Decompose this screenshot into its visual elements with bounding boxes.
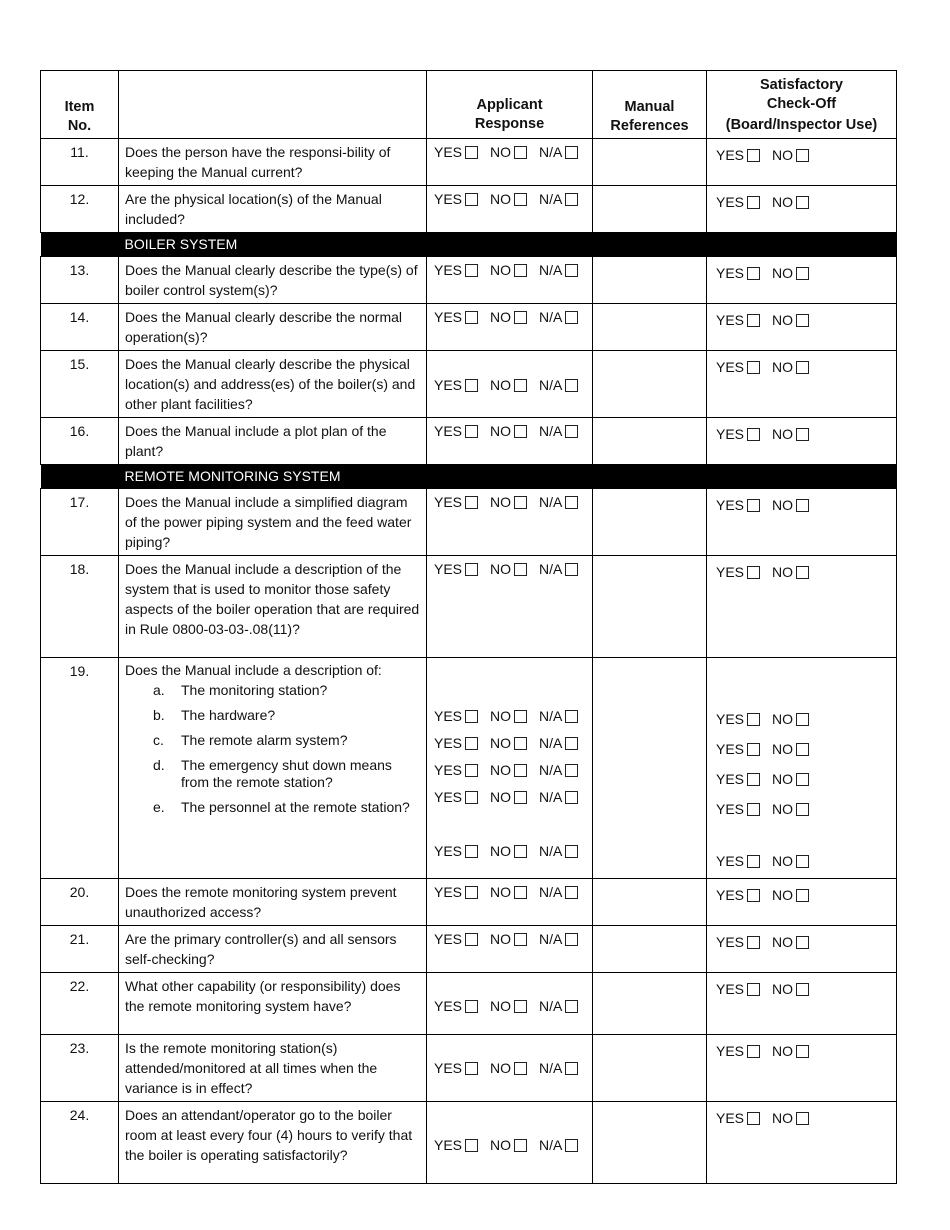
question-text: Does the Manual include a description of the system that is used to monitor those safety aspects of the boiler operation that are required in Rule 0800-03-03-.08(11)? (125, 561, 420, 637)
applicant-response-cell (427, 351, 593, 418)
item-15-check-no-checkbox[interactable] (796, 361, 809, 374)
item-19a-no-checkbox[interactable] (514, 710, 527, 723)
manual-references-cell[interactable] (593, 139, 707, 186)
item-19e-yes-checkbox[interactable] (465, 845, 478, 858)
item-17-check-yes-checkbox[interactable] (747, 499, 760, 512)
question-text: Does the remote monitoring system prevent unauthorized access? (125, 884, 397, 920)
table-row (41, 1102, 897, 1184)
item-18-checkoff-options: YES NO (716, 562, 890, 582)
question-text: Does the Manual include a simplified diagram of the power piping system and the feed water piping? (125, 494, 412, 550)
item-12-checkoff-options: YES NO (716, 192, 890, 212)
item-13-na-checkbox[interactable] (565, 264, 578, 277)
item-12-yes-checkbox[interactable] (465, 193, 478, 206)
satisfactory-checkoff-cell (707, 257, 897, 304)
question-text: Are the primary controller(s) and all sensors self-checking? (125, 931, 397, 967)
item-12-no-checkbox[interactable] (514, 193, 527, 206)
applicant-response-cell (427, 1102, 593, 1184)
item-19a-check-yes-checkbox[interactable] (747, 713, 760, 726)
item-23-na-checkbox[interactable] (565, 1062, 578, 1075)
item-19a-response-options: YES NO N/A (434, 703, 586, 730)
item-18-no-checkbox[interactable] (514, 563, 527, 576)
item-22-check-yes-checkbox[interactable] (747, 983, 760, 996)
section-remote-monitoring: REMOTE MONITORING SYSTEM (119, 465, 897, 489)
question-cell (119, 973, 427, 1035)
item-number: 14. (41, 304, 119, 351)
item-20-checkoff-options: YES NO (716, 885, 890, 905)
applicant-response-cell (427, 418, 593, 465)
item-15-yes-checkbox[interactable] (465, 379, 478, 392)
table-row (41, 973, 897, 1035)
question-cell (119, 139, 427, 186)
table-row (41, 658, 897, 879)
item-20-check-yes-checkbox[interactable] (747, 889, 760, 902)
item-19b-check-no-checkbox[interactable] (796, 743, 809, 756)
satisfactory-checkoff-cell (707, 304, 897, 351)
checklist-table (40, 70, 897, 1184)
table-row (41, 257, 897, 304)
item-12-na-checkbox[interactable] (565, 193, 578, 206)
item-19a-check-no-checkbox[interactable] (796, 713, 809, 726)
item-19a-checkoff-options: YES NO (716, 706, 890, 733)
item-number: 18. (41, 556, 119, 658)
item-11-response-options: YES NO N/A (434, 144, 578, 160)
question-cell (119, 1102, 427, 1184)
item-21-na-checkbox[interactable] (565, 933, 578, 946)
item-11-na-checkbox[interactable] (565, 146, 578, 159)
item-15-na-checkbox[interactable] (565, 379, 578, 392)
item-17-checkoff-options: YES NO (716, 495, 890, 515)
question-text: Is the remote monitoring station(s) attended/monitored at all times when the variance is in effect? (125, 1040, 378, 1096)
question-text: Are the physical location(s) of the Manual included? (125, 191, 382, 227)
item-number: 17. (41, 489, 119, 556)
item-20-yes-checkbox[interactable] (465, 886, 478, 899)
question-cell (119, 556, 427, 658)
item-14-response-options: YES NO N/A (434, 309, 578, 325)
item-23-check-yes-checkbox[interactable] (747, 1045, 760, 1058)
item-19d-na-checkbox[interactable] (565, 791, 578, 804)
manual-references-cell[interactable] (593, 973, 707, 1035)
applicant-response-cell (427, 973, 593, 1035)
item-19a-na-checkbox[interactable] (565, 710, 578, 723)
item-13-no-checkbox[interactable] (514, 264, 527, 277)
satisfactory-checkoff-cell (707, 139, 897, 186)
question-text: Does the Manual clearly describe the type(s) of boiler control system(s)? (125, 262, 418, 298)
item-24-check-no-checkbox[interactable] (796, 1112, 809, 1125)
item-15-no-checkbox[interactable] (514, 379, 527, 392)
question-text: What other capability (or responsibility) does the remote monitoring system have? (125, 978, 401, 1014)
sub-question: a. The monitoring station? (153, 682, 328, 698)
item-14-yes-checkbox[interactable] (465, 311, 478, 324)
table-row (41, 879, 897, 926)
manual-references-cell[interactable] (593, 658, 707, 879)
item-16-response-options: YES NO N/A (434, 423, 578, 439)
item-16-no-checkbox[interactable] (514, 425, 527, 438)
item-21-check-yes-checkbox[interactable] (747, 936, 760, 949)
item-13-response-options: YES NO N/A (434, 262, 578, 278)
item-20-response-options: YES NO N/A (434, 884, 578, 900)
item-15-check-yes-checkbox[interactable] (747, 361, 760, 374)
satisfactory-checkoff-cell (707, 658, 897, 879)
item-19e-check-yes-checkbox[interactable] (747, 855, 760, 868)
item-16-checkoff-options: YES NO (716, 424, 890, 444)
item-number: 12. (41, 186, 119, 233)
item-24-response-options: YES NO N/A (434, 1137, 578, 1153)
question-text: Does the Manual include a plot plan of the plant? (125, 423, 387, 459)
question-cell (119, 351, 427, 418)
question-text: Does an attendant/operator go to the boiler room at least every four (4) hours to verify that the boiler is operating satisfactorily? (125, 1107, 413, 1163)
item-19e-response-options: YES NO N/A (434, 838, 586, 865)
table-row (41, 186, 897, 233)
manual-references-cell[interactable] (593, 418, 707, 465)
item-14-checkoff-options: YES NO (716, 310, 890, 330)
item-24-no-checkbox[interactable] (514, 1139, 527, 1152)
item-number: 19. (41, 658, 119, 879)
item-19d-checkoff-options: YES NO (716, 796, 890, 823)
item-11-check-no-checkbox[interactable] (796, 149, 809, 162)
item-19b-yes-checkbox[interactable] (465, 737, 478, 750)
question-cell (119, 304, 427, 351)
item-18-na-checkbox[interactable] (565, 563, 578, 576)
item-19e-na-checkbox[interactable] (565, 845, 578, 858)
item-14-check-no-checkbox[interactable] (796, 314, 809, 327)
satisfactory-checkoff-cell (707, 926, 897, 973)
item-22-response-options: YES NO N/A (434, 998, 578, 1014)
item-23-checkoff-options: YES NO (716, 1041, 890, 1061)
applicant-response-cell (427, 186, 593, 233)
applicant-response-cell (427, 304, 593, 351)
table-row (41, 556, 897, 658)
table-row (41, 418, 897, 465)
satisfactory-checkoff-cell (707, 556, 897, 658)
applicant-response-cell (427, 489, 593, 556)
item-number: 16. (41, 418, 119, 465)
item-16-check-no-checkbox[interactable] (796, 428, 809, 441)
header-question (119, 71, 427, 139)
item-22-no-checkbox[interactable] (514, 1000, 527, 1013)
item-23-response-options: YES NO N/A (434, 1060, 578, 1076)
satisfactory-checkoff-cell (707, 1102, 897, 1184)
item-12-check-yes-checkbox[interactable] (747, 196, 760, 209)
header-applicant-response: Applicant Response (427, 71, 593, 139)
item-19a-yes-checkbox[interactable] (465, 710, 478, 723)
item-19b-response-options: YES NO N/A (434, 730, 586, 757)
satisfactory-checkoff-cell (707, 418, 897, 465)
manual-references-cell[interactable] (593, 1102, 707, 1184)
item-19c-check-yes-checkbox[interactable] (747, 773, 760, 786)
item-17-check-no-checkbox[interactable] (796, 499, 809, 512)
item-20-na-checkbox[interactable] (565, 886, 578, 899)
manual-references-cell[interactable] (593, 1035, 707, 1102)
item-18-check-yes-checkbox[interactable] (747, 566, 760, 579)
item-19b-na-checkbox[interactable] (565, 737, 578, 750)
sub-question: c. The remote alarm system? (153, 732, 348, 748)
applicant-response-cell (427, 658, 593, 879)
section-remote-monitoring-spacer (41, 465, 119, 489)
item-11-no-checkbox[interactable] (514, 146, 527, 159)
sub-question: b. The hardware? (153, 707, 276, 723)
question-cell (119, 658, 427, 879)
header-manual-references: Manual References (593, 71, 707, 139)
item-23-no-checkbox[interactable] (514, 1062, 527, 1075)
item-21-check-no-checkbox[interactable] (796, 936, 809, 949)
item-13-check-no-checkbox[interactable] (796, 267, 809, 280)
item-11-yes-checkbox[interactable] (465, 146, 478, 159)
item-18-response-options: YES NO N/A (434, 561, 578, 577)
item-19e-no-checkbox[interactable] (514, 845, 527, 858)
item-16-na-checkbox[interactable] (565, 425, 578, 438)
item-20-no-checkbox[interactable] (514, 886, 527, 899)
item-number: 21. (41, 926, 119, 973)
manual-references-cell[interactable] (593, 556, 707, 658)
item-24-check-yes-checkbox[interactable] (747, 1112, 760, 1125)
question-text: Does the Manual include a description of: (125, 662, 382, 678)
satisfactory-checkoff-cell (707, 186, 897, 233)
item-19b-checkoff-options: YES NO (716, 736, 890, 763)
applicant-response-cell (427, 926, 593, 973)
manual-references-cell[interactable] (593, 351, 707, 418)
item-17-response-options: YES NO N/A (434, 494, 578, 510)
table-row (41, 926, 897, 973)
item-21-no-checkbox[interactable] (514, 933, 527, 946)
item-18-yes-checkbox[interactable] (465, 563, 478, 576)
item-13-checkoff-options: YES NO (716, 263, 890, 283)
item-19d-check-yes-checkbox[interactable] (747, 803, 760, 816)
item-17-no-checkbox[interactable] (514, 496, 527, 509)
question-cell (119, 257, 427, 304)
question-text: Does the Manual clearly describe the normal operation(s)? (125, 309, 403, 345)
item-12-response-options: YES NO N/A (434, 191, 578, 207)
item-24-checkoff-options: YES NO (716, 1108, 890, 1128)
table-row (41, 304, 897, 351)
sub-question: d. The emergency shut down means from the remote station? (153, 757, 392, 790)
item-19c-no-checkbox[interactable] (514, 764, 527, 777)
question-cell (119, 879, 427, 926)
item-22-na-checkbox[interactable] (565, 1000, 578, 1013)
item-23-yes-checkbox[interactable] (465, 1062, 478, 1075)
item-21-yes-checkbox[interactable] (465, 933, 478, 946)
section-boiler-system: BOILER SYSTEM (119, 233, 897, 257)
question-text: Does the Manual clearly describe the physical location(s) and address(es) of the boiler(s) and other plant facilities? (125, 356, 416, 412)
item-19d-no-checkbox[interactable] (514, 791, 527, 804)
manual-references-cell[interactable] (593, 489, 707, 556)
item-19c-yes-checkbox[interactable] (465, 764, 478, 777)
item-16-yes-checkbox[interactable] (465, 425, 478, 438)
item-21-checkoff-options: YES NO (716, 932, 890, 952)
item-15-checkoff-options: YES NO (716, 357, 890, 377)
item-19e-check-no-checkbox[interactable] (796, 855, 809, 868)
table-row (41, 1035, 897, 1102)
item-number: 23. (41, 1035, 119, 1102)
item-22-checkoff-options: YES NO (716, 979, 890, 999)
satisfactory-checkoff-cell (707, 879, 897, 926)
item-number: 22. (41, 973, 119, 1035)
table-row (41, 351, 897, 418)
item-14-check-yes-checkbox[interactable] (747, 314, 760, 327)
item-number: 15. (41, 351, 119, 418)
item-19e-checkoff-options: YES NO (716, 848, 890, 875)
item-22-check-no-checkbox[interactable] (796, 983, 809, 996)
item-19c-na-checkbox[interactable] (565, 764, 578, 777)
item-12-check-no-checkbox[interactable] (796, 196, 809, 209)
item-15-response-options: YES NO N/A (434, 377, 578, 393)
question-cell (119, 418, 427, 465)
sub-question: e. The personnel at the remote station? (153, 799, 410, 815)
item-21-response-options: YES NO N/A (434, 931, 578, 947)
item-20-check-no-checkbox[interactable] (796, 889, 809, 902)
sub-question-list (125, 679, 420, 821)
table-row (41, 489, 897, 556)
header-item-no: Item No. (41, 71, 119, 139)
question-cell (119, 926, 427, 973)
item-17-yes-checkbox[interactable] (465, 496, 478, 509)
item-19d-check-no-checkbox[interactable] (796, 803, 809, 816)
applicant-response-cell (427, 879, 593, 926)
question-cell (119, 186, 427, 233)
item-13-check-yes-checkbox[interactable] (747, 267, 760, 280)
item-11-checkoff-options: YES NO (716, 145, 890, 165)
header-satisfactory: Satisfactory Check-Off (Board/Inspector Use) (707, 71, 897, 139)
applicant-response-cell (427, 139, 593, 186)
question-text: Does the person have the responsi-bility of keeping the Manual current? (125, 144, 391, 180)
item-19d-response-options: YES NO N/A (434, 784, 586, 811)
item-number: 13. (41, 257, 119, 304)
manual-references-cell[interactable] (593, 257, 707, 304)
item-23-check-no-checkbox[interactable] (796, 1045, 809, 1058)
item-24-na-checkbox[interactable] (565, 1139, 578, 1152)
applicant-response-cell (427, 257, 593, 304)
item-number: 20. (41, 879, 119, 926)
section-boiler-system-spacer (41, 233, 119, 257)
item-19b-no-checkbox[interactable] (514, 737, 527, 750)
item-number: 24. (41, 1102, 119, 1184)
item-14-na-checkbox[interactable] (565, 311, 578, 324)
item-16-check-yes-checkbox[interactable] (747, 428, 760, 441)
manual-references-cell[interactable] (593, 926, 707, 973)
item-13-yes-checkbox[interactable] (465, 264, 478, 277)
table-row (41, 139, 897, 186)
satisfactory-checkoff-cell (707, 489, 897, 556)
item-14-no-checkbox[interactable] (514, 311, 527, 324)
item-11-check-yes-checkbox[interactable] (747, 149, 760, 162)
item-19c-response-options: YES NO N/A (434, 757, 586, 784)
satisfactory-checkoff-cell (707, 351, 897, 418)
item-22-yes-checkbox[interactable] (465, 1000, 478, 1013)
satisfactory-checkoff-cell (707, 1035, 897, 1102)
manual-references-cell[interactable] (593, 186, 707, 233)
item-number: 11. (41, 139, 119, 186)
item-24-yes-checkbox[interactable] (465, 1139, 478, 1152)
satisfactory-checkoff-cell (707, 973, 897, 1035)
item-19c-checkoff-options: YES NO (716, 766, 890, 793)
question-cell (119, 1035, 427, 1102)
manual-references-cell[interactable] (593, 879, 707, 926)
item-18-check-no-checkbox[interactable] (796, 566, 809, 579)
item-17-na-checkbox[interactable] (565, 496, 578, 509)
item-19b-check-yes-checkbox[interactable] (747, 743, 760, 756)
manual-references-cell[interactable] (593, 304, 707, 351)
item-19c-check-no-checkbox[interactable] (796, 773, 809, 786)
item-19d-yes-checkbox[interactable] (465, 791, 478, 804)
applicant-response-cell (427, 556, 593, 658)
applicant-response-cell (427, 1035, 593, 1102)
question-cell (119, 489, 427, 556)
